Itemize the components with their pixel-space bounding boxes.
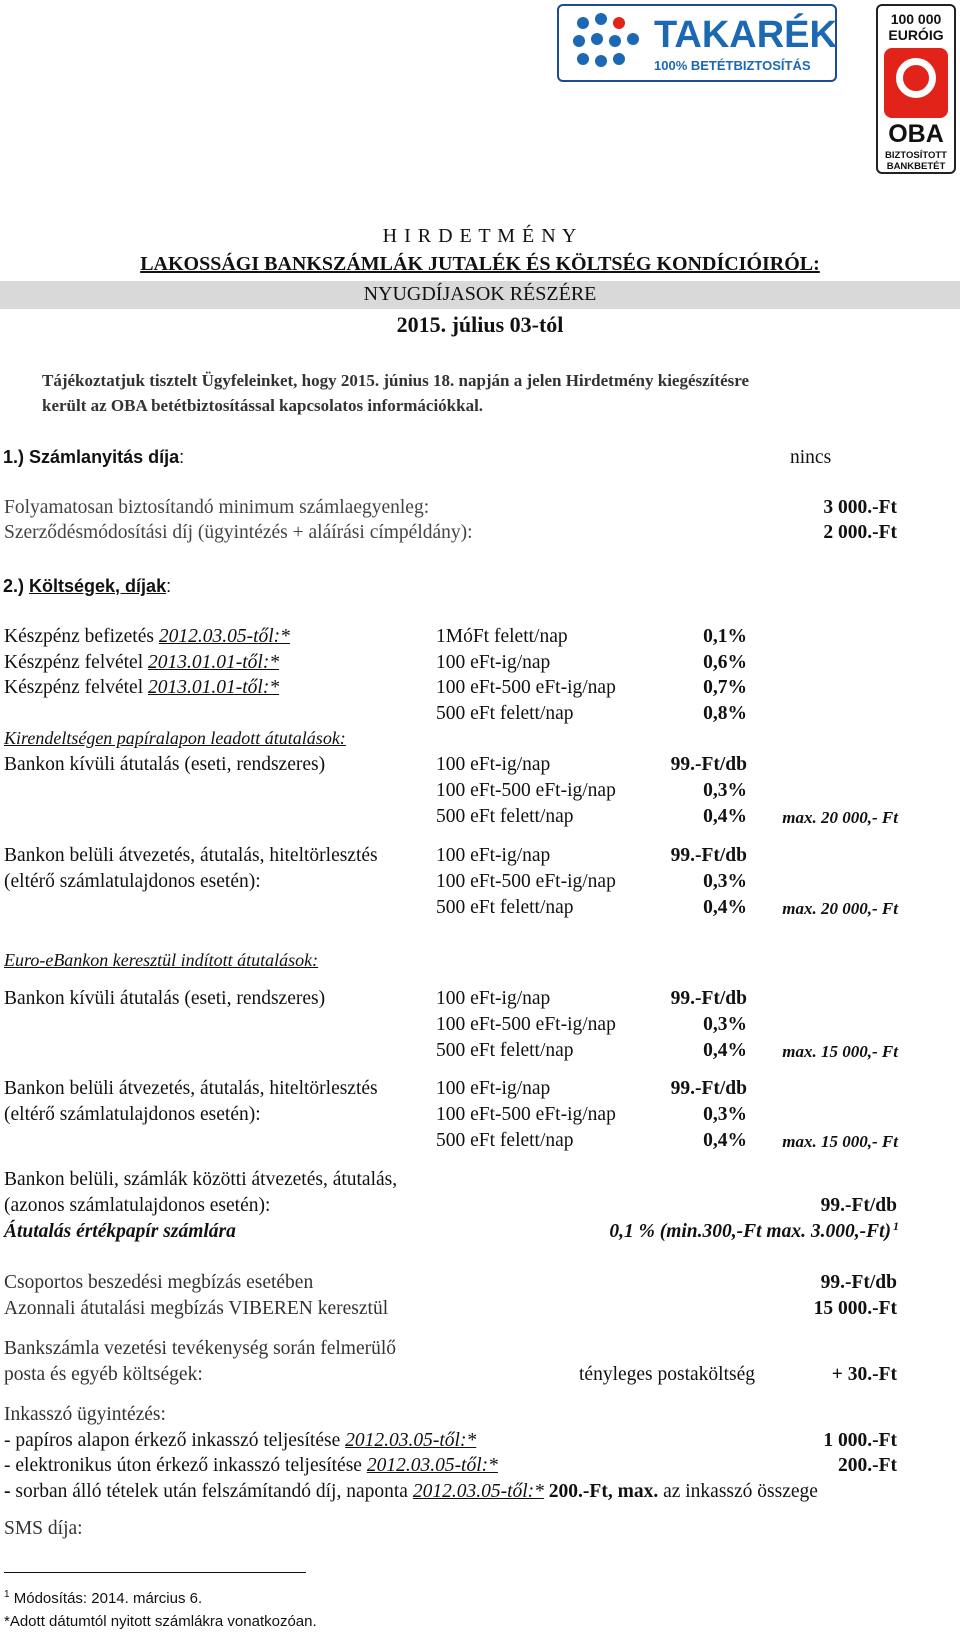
- fee-maximum: max. 15 000,- Ft: [782, 1042, 898, 1061]
- contract-modification-value: 2 000.-Ft: [823, 522, 897, 543]
- branch-internal-label-2: (eltérő számlatulajdonos esetén):: [4, 871, 261, 892]
- fee-value: 0,3%: [703, 780, 747, 801]
- own-transfer-label: Bankon belüli, számlák közötti átvezetés, átutalás,: [4, 1169, 398, 1190]
- collection-paper-value: 1 000.-Ft: [823, 1430, 897, 1451]
- fee-maximum: max. 15 000,- Ft: [782, 1132, 898, 1151]
- fee-value: 0,4%: [703, 1130, 747, 1151]
- oba-logo-line4: BANKBETÉT: [886, 161, 946, 172]
- collection-queued-dash: -: [4, 1481, 16, 1502]
- cash-row-text: Készpénz felvétel: [4, 677, 149, 698]
- oba-logo: [876, 4, 956, 174]
- document-title: H I R D E T M É N Y: [382, 225, 578, 247]
- branch-transfers-heading: Kirendeltségen papíralapon leadott átutalások:: [4, 728, 346, 748]
- postage-label-2: posta és egyéb költségek:: [4, 1364, 203, 1385]
- account-opening-fee: nincs: [790, 447, 832, 468]
- footnote-1-marker: 1: [4, 1589, 10, 1600]
- fee-value: 99.-Ft/db: [670, 754, 747, 775]
- fee-condition: 100 eFt-ig/nap: [436, 1078, 551, 1099]
- cash-row-rate: 0,7%: [703, 677, 747, 698]
- fee-value: 0,3%: [703, 871, 747, 892]
- section-2-label: Költségek, díjak: [29, 576, 167, 596]
- cash-row-text: Készpénz befizetés: [4, 626, 159, 647]
- oba-logo-line3: BIZTOSÍTOTT: [885, 150, 947, 161]
- fee-condition: 100 eFt-500 eFt-ig/nap: [436, 871, 616, 892]
- collection-electronic-value: 200.-Ft: [837, 1455, 897, 1476]
- takarek-dots-icon: [565, 9, 645, 79]
- sms-fee-label: SMS díja:: [4, 1518, 83, 1539]
- section-2-heading: [3, 576, 171, 597]
- postage-middle: tényleges postaköltség: [579, 1364, 756, 1385]
- collection-electronic-text: - elektronikus úton érkező inkasszó teljesítése: [4, 1455, 367, 1476]
- intro-line-2: került az OBA betétbiztosítással kapcsolatos információkkal.: [42, 396, 484, 415]
- collection-queued-amount: 200.-Ft, max.: [543, 1481, 659, 1502]
- collection-queued-label: [4, 1481, 818, 1503]
- fee-value: 0,3%: [703, 1104, 747, 1125]
- effective-date: 2015. július 03-tól: [396, 312, 564, 337]
- fee-condition: 100 eFt-500 eFt-ig/nap: [436, 780, 616, 801]
- footnote-1-text: Módosítás: 2014. március 6.: [9, 1590, 203, 1607]
- group-collection-value: 99.-Ft/db: [820, 1272, 897, 1293]
- viber-value: 15 000.-Ft: [813, 1298, 897, 1319]
- cash-row-rate: 0,6%: [703, 652, 747, 673]
- oba-ring-icon: [884, 48, 948, 118]
- collection-heading: Inkasszó ügyintézés:: [4, 1404, 166, 1425]
- viber-label: Azonnali átutalási megbízás VIBEREN keresztül: [4, 1298, 389, 1319]
- collection-paper-text: - papíros alapon érkező inkasszó teljesítése: [4, 1430, 346, 1451]
- ebank-internal-label-2: (eltérő számlatulajdonos esetén):: [4, 1104, 261, 1125]
- fee-value: 99.-Ft/db: [670, 845, 747, 866]
- ebank-internal-label: Bankon belüli átvezetés, átutalás, hiteltörlesztés: [4, 1078, 378, 1099]
- cash-row-label: [4, 677, 279, 699]
- cash-row-date: 2013.01.01-től:*: [148, 652, 280, 673]
- postage-value: + 30.-Ft: [831, 1364, 897, 1385]
- fee-condition: 100 eFt-ig/nap: [436, 845, 551, 866]
- oba-logo-name: OBA: [888, 120, 944, 148]
- postage-label: Bankszámla vezetési tevékenység során felmerülő: [4, 1338, 397, 1359]
- fee-value: 99.-Ft/db: [670, 988, 747, 1009]
- collection-paper-date: 2012.03.05-től:*: [345, 1430, 477, 1451]
- branch-external-label: Bankon kívüli átutalás (eseti, rendszeres): [4, 754, 326, 775]
- fee-maximum: max. 20 000,- Ft: [782, 899, 898, 918]
- ebank-transfers-heading: Euro-eBankon keresztül indított átutalások:: [4, 950, 319, 970]
- branch-internal-label: Bankon belüli átvezetés, átutalás, hiteltörlesztés: [4, 845, 378, 866]
- fee-condition: 100 eFt-500 eFt-ig/nap: [436, 1014, 616, 1035]
- fee-value: 0,4%: [703, 806, 747, 827]
- collection-queued-date: 2012.03.05-től:*: [412, 1481, 544, 1502]
- fee-condition: 100 eFt-500 eFt-ig/nap: [436, 1104, 616, 1125]
- fee-condition: 500 eFt felett/nap: [436, 897, 574, 918]
- section-1-heading: [3, 447, 184, 468]
- takarek-logo-title: TAKARÉK: [654, 14, 837, 56]
- section-1-colon: :: [179, 447, 185, 467]
- section-2-colon: :: [166, 576, 172, 596]
- fee-value: 0,3%: [703, 1014, 747, 1035]
- cash-row-rate: 0,8%: [703, 703, 747, 724]
- cash-row-condition: 1MóFt felett/nap: [436, 626, 568, 647]
- takarek-logo-subtitle: 100% BETÉTBIZTOSÍTÁS: [654, 58, 811, 73]
- securities-transfer-label: Átutalás értékpapír számlára: [4, 1221, 236, 1242]
- document-subtitle: LAKOSSÁGI BANKSZÁMLÁK JUTALÉK ÉS KÖLTSÉG KONDÍCIÓIRÓL:: [140, 253, 820, 275]
- cash-row-condition: 100 eFt-500 eFt-ig/nap: [436, 677, 616, 698]
- footnote-separator: [4, 1572, 306, 1573]
- takarek-logo: [557, 4, 837, 82]
- group-collection-label: Csoportos beszedési megbízás esetében: [4, 1272, 314, 1293]
- collection-queued-tail: az inkasszó összege: [658, 1481, 818, 1502]
- section-1-number: 1.): [3, 447, 25, 467]
- cash-row-label: [4, 626, 290, 648]
- cash-row-rate: 0,1%: [703, 626, 747, 647]
- ebank-external-label: Bankon kívüli átutalás (eseti, rendszeres): [4, 988, 326, 1009]
- securities-footnote-marker: 1: [893, 1219, 899, 1233]
- fee-value: 0,4%: [703, 897, 747, 918]
- own-transfer-value: 99.-Ft/db: [820, 1195, 897, 1216]
- fee-condition: 500 eFt felett/nap: [436, 1130, 574, 1151]
- cash-row-condition: 100 eFt-ig/nap: [436, 652, 551, 673]
- oba-logo-line2: EURÓIG: [888, 27, 944, 43]
- section-2-number: 2.): [3, 576, 25, 596]
- cash-row-date: 2013.01.01-től:*: [148, 677, 280, 698]
- intro-line-1: Tájékoztatjuk tisztelt Ügyfeleinket, hogy 2015. június 18. napján a jelen Hirdetmény kiegészítésre: [42, 371, 750, 390]
- fee-condition: 100 eFt-ig/nap: [436, 754, 551, 775]
- fee-value: 0,4%: [703, 1040, 747, 1061]
- cash-row-label: [4, 652, 279, 674]
- collection-paper-label: [4, 1430, 476, 1452]
- fee-maximum: max. 20 000,- Ft: [782, 808, 898, 827]
- contract-modification-label: Szerződésmódosítási díj (ügyintézés + aláírási címpéldány):: [4, 522, 473, 543]
- oba-logo-line1: 100 000: [890, 11, 942, 27]
- minimum-balance-label: Folyamatosan biztosítandó minimum számlaegyenleg:: [4, 497, 430, 518]
- fee-value: 99.-Ft/db: [670, 1078, 747, 1099]
- collection-electronic-label: [4, 1455, 498, 1477]
- minimum-balance-value: 3 000.-Ft: [823, 497, 897, 518]
- section-1-label: Számlanyitás díja: [29, 447, 180, 467]
- fee-condition: 500 eFt felett/nap: [436, 806, 574, 827]
- footnote-1: [4, 1589, 202, 1607]
- securities-transfer-value: 0,1 % (min.300,-Ft max. 3.000,-Ft): [609, 1221, 891, 1242]
- cash-row-condition: 500 eFt felett/nap: [436, 703, 574, 724]
- fee-condition: 100 eFt-ig/nap: [436, 988, 551, 1009]
- own-transfer-label-2: (azonos számlatulajdonos esetén):: [4, 1195, 271, 1216]
- fee-condition: 500 eFt felett/nap: [436, 1040, 574, 1061]
- collection-electronic-date: 2012.03.05-től:*: [366, 1455, 498, 1476]
- collection-queued-text: sorban álló tételek után felszámítandó díj, naponta: [15, 1481, 413, 1502]
- cash-row-text: Készpénz felvétel: [4, 652, 149, 673]
- footnote-2: *Adott dátumtól nyitott számlákra vonatkozóan.: [4, 1613, 317, 1630]
- cash-row-date: 2012.03.05-től:*: [158, 626, 290, 647]
- audience-label: NYUGDÍJASOK RÉSZÉRE: [363, 283, 597, 305]
